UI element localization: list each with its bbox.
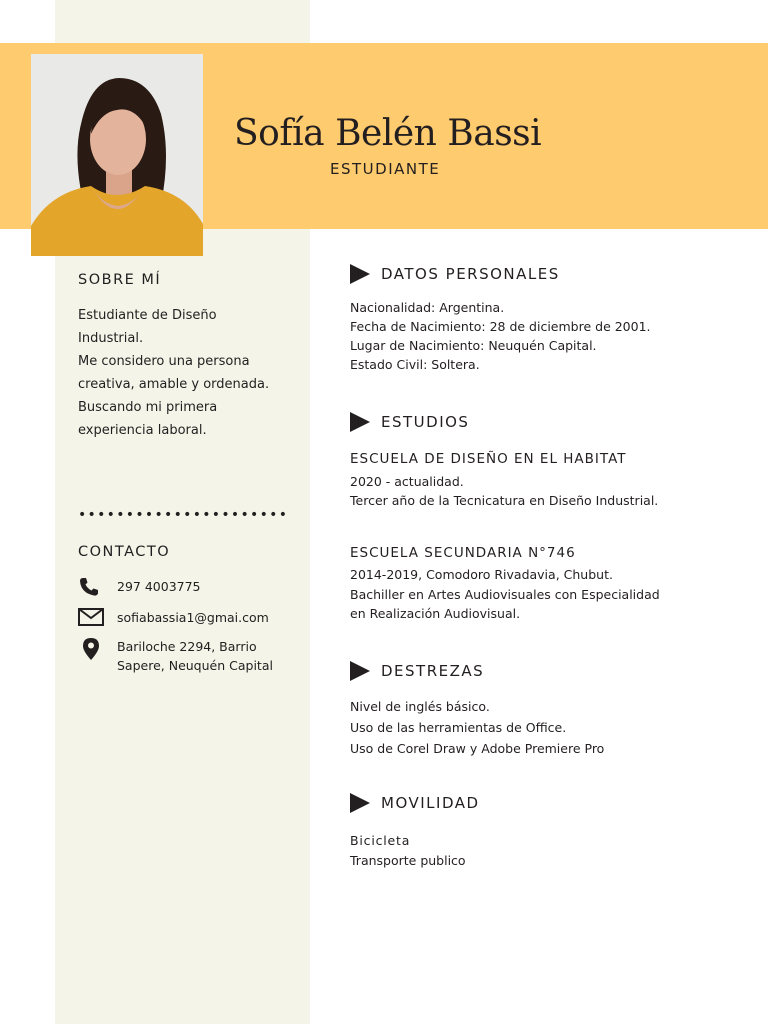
profile-photo bbox=[31, 54, 203, 256]
dotted-separator: •••••••••••••••••••••• bbox=[78, 507, 288, 523]
email-text: sofiabassia1@gmai.com bbox=[117, 610, 269, 625]
personal-section-title bbox=[350, 264, 560, 284]
mobility-title-text: MOVILIDAD bbox=[381, 794, 480, 812]
phone-text: 297 4003775 bbox=[117, 579, 201, 594]
personal-details bbox=[350, 298, 750, 374]
address-line: Sapere, Neuquén Capital bbox=[117, 658, 273, 673]
school-name: ESCUELA DE DISEÑO EN EL HABITAT bbox=[350, 451, 627, 467]
skill-item: Uso de las herramientas de Office. bbox=[350, 720, 567, 735]
phone-icon bbox=[78, 577, 106, 601]
about-line: experiencia laboral. bbox=[78, 423, 207, 438]
about-line: Estudiante de Diseño bbox=[78, 308, 217, 323]
envelope-icon bbox=[78, 608, 106, 632]
triangle-bullet-icon bbox=[350, 264, 370, 284]
school-line: 2014-2019, Comodoro Rivadavia, Chubut. bbox=[350, 567, 613, 582]
personal-line: Lugar de Nacimiento: Neuquén Capital. bbox=[350, 338, 597, 353]
triangle-bullet-icon bbox=[350, 793, 370, 813]
mobility-section-title bbox=[350, 793, 480, 813]
skill-item: Uso de Corel Draw y Adobe Premiere Pro bbox=[350, 741, 605, 756]
mobility-item: Transporte publico bbox=[350, 852, 466, 868]
skills-list bbox=[350, 696, 750, 759]
triangle-bullet-icon bbox=[350, 412, 370, 432]
candidate-name: Sofía Belén Bassi bbox=[234, 113, 542, 154]
studies-title-text: ESTUDIOS bbox=[381, 413, 470, 431]
school-entry bbox=[350, 449, 750, 510]
about-heading: SOBRE MÍ bbox=[78, 272, 162, 288]
personal-line: Estado Civil: Soltera. bbox=[350, 357, 480, 372]
skills-title-text: DESTREZAS bbox=[381, 662, 485, 680]
about-line: creativa, amable y ordenada. bbox=[78, 377, 270, 392]
address-line: Bariloche 2294, Barrio bbox=[117, 639, 257, 654]
candidate-role: ESTUDIANTE bbox=[330, 160, 441, 178]
school-line: en Realización Audiovisual. bbox=[350, 606, 521, 621]
about-line: Buscando mi primera bbox=[78, 400, 218, 415]
triangle-bullet-icon bbox=[350, 661, 370, 681]
about-line: Me considero una persona bbox=[78, 354, 250, 369]
school-line: Bachiller en Artes Audiovisuales con Especialidad bbox=[350, 586, 660, 602]
about-line: Industrial. bbox=[78, 331, 144, 346]
school-line: Tercer año de la Tecnicatura en Diseño Industrial. bbox=[350, 493, 659, 508]
studies-section-title bbox=[350, 412, 469, 432]
contact-heading: CONTACTO bbox=[78, 544, 171, 560]
school-name: ESCUELA SECUNDARIA N°746 bbox=[350, 545, 576, 561]
skills-section-title bbox=[350, 661, 484, 681]
location-pin-icon bbox=[78, 637, 106, 661]
address-text bbox=[117, 637, 307, 675]
personal-line: Nacionalidad: Argentina. bbox=[350, 300, 505, 315]
mobility-item: Bicicleta bbox=[350, 833, 411, 848]
about-text bbox=[78, 304, 298, 442]
personal-title-text: DATOS PERSONALES bbox=[381, 265, 560, 283]
school-entry bbox=[350, 543, 750, 624]
personal-line: Fecha de Nacimiento: 28 de diciembre de 2001. bbox=[350, 319, 651, 334]
skill-item: Nivel de inglés básico. bbox=[350, 699, 490, 714]
mobility-list bbox=[350, 831, 750, 870]
school-line: 2020 - actualidad. bbox=[350, 474, 464, 489]
